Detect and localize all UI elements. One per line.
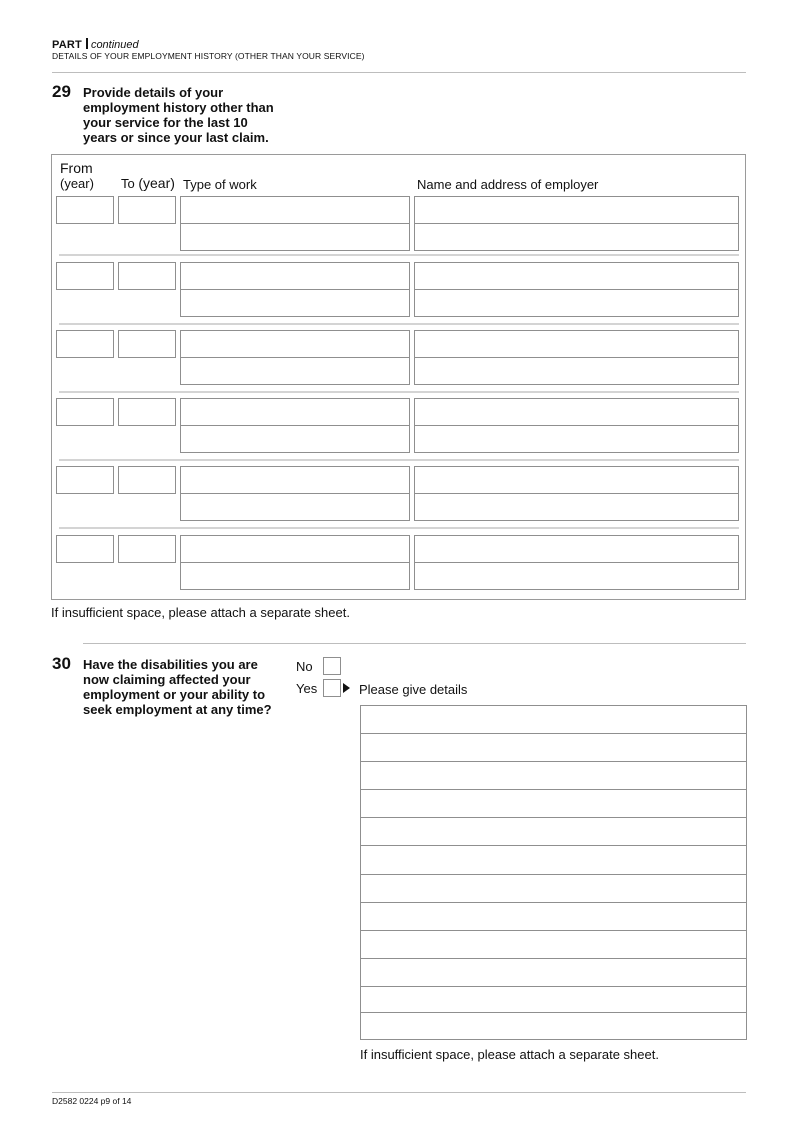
q30-insufficient-note: If insufficient space, please attach a separate sheet.	[360, 1047, 659, 1062]
employer-field[interactable]	[414, 535, 739, 563]
type-of-work-field[interactable]	[180, 357, 410, 385]
to-year-field[interactable]	[118, 535, 176, 563]
arrow-right-icon	[343, 683, 350, 693]
question-29-number: 29	[52, 82, 71, 101]
to-year-field[interactable]	[118, 330, 176, 358]
no-checkbox[interactable]	[323, 657, 341, 675]
details-line	[361, 789, 746, 790]
type-of-work-field[interactable]	[180, 289, 410, 317]
from-year-field[interactable]	[56, 398, 114, 426]
type-of-work-field[interactable]	[180, 262, 410, 290]
employer-field[interactable]	[414, 196, 739, 224]
type-of-work-field[interactable]	[180, 535, 410, 563]
question-29-text: Provide details of your employment history other than your service for the last 10 years or since your last claim.	[83, 85, 274, 145]
details-line	[361, 930, 746, 931]
question-30-text: Have the disabilities you are now claiming affected your employment or your ability to seek employment at any time?	[83, 657, 272, 717]
type-of-work-field[interactable]	[180, 223, 410, 251]
row-separator	[59, 459, 739, 461]
details-line	[361, 1012, 746, 1013]
part-continued: continued	[90, 39, 139, 51]
from-year-field[interactable]	[56, 535, 114, 563]
to-year-field[interactable]	[118, 466, 176, 494]
details-line	[361, 761, 746, 762]
details-textarea[interactable]	[360, 705, 747, 1040]
from-year-field[interactable]	[56, 196, 114, 224]
type-of-work-field[interactable]	[180, 562, 410, 590]
col-to	[121, 176, 175, 191]
employer-field[interactable]	[414, 330, 739, 358]
employer-field[interactable]	[414, 262, 739, 290]
details-line	[361, 845, 746, 846]
details-line	[361, 874, 746, 875]
employer-field[interactable]	[414, 357, 739, 385]
employer-field[interactable]	[414, 466, 739, 494]
col-employer: Name and address of employer	[417, 177, 599, 192]
details-line	[361, 986, 746, 987]
yes-label: Yes	[296, 681, 318, 696]
type-of-work-field[interactable]	[180, 330, 410, 358]
employer-field[interactable]	[414, 398, 739, 426]
type-of-work-field[interactable]	[180, 398, 410, 426]
part-divider	[86, 38, 88, 49]
col-from-year: (year)	[60, 176, 94, 191]
employer-field[interactable]	[414, 562, 739, 590]
from-year-field[interactable]	[56, 262, 114, 290]
part-header	[52, 38, 139, 51]
details-label: Please give details	[359, 682, 468, 697]
employer-field[interactable]	[414, 493, 739, 521]
col-from-label: From	[60, 160, 93, 176]
row-separator	[59, 323, 739, 325]
header-rule	[52, 72, 746, 73]
row-separator	[59, 527, 739, 529]
yes-checkbox[interactable]	[323, 679, 341, 697]
employer-field[interactable]	[414, 289, 739, 317]
q30-top-rule	[83, 643, 746, 644]
section-subtitle: DETAILS OF YOUR EMPLOYMENT HISTORY (OTHER THAN YOUR SERVICE)	[52, 51, 365, 61]
employer-field[interactable]	[414, 425, 739, 453]
to-year-field[interactable]	[118, 398, 176, 426]
part-label: PART	[52, 39, 82, 51]
col-from	[60, 161, 94, 191]
footer-rule	[52, 1092, 746, 1093]
row-separator	[59, 254, 739, 256]
question-30-number: 30	[52, 654, 71, 673]
employer-field[interactable]	[414, 223, 739, 251]
from-year-field[interactable]	[56, 330, 114, 358]
from-year-field[interactable]	[56, 466, 114, 494]
details-line	[361, 958, 746, 959]
type-of-work-field[interactable]	[180, 425, 410, 453]
q29-insufficient-note: If insufficient space, please attach a separate sheet.	[51, 605, 350, 620]
no-label: No	[296, 659, 313, 674]
details-line	[361, 817, 746, 818]
to-year-field[interactable]	[118, 262, 176, 290]
col-type-of-work: Type of work	[183, 177, 257, 192]
details-line	[361, 902, 746, 903]
col-to-label: To	[121, 176, 135, 191]
details-line	[361, 733, 746, 734]
to-year-field[interactable]	[118, 196, 176, 224]
col-to-year: (year)	[138, 175, 175, 191]
type-of-work-field[interactable]	[180, 196, 410, 224]
footer-code: D2582 0224 p9 of 14	[52, 1096, 132, 1106]
row-separator	[59, 391, 739, 393]
type-of-work-field[interactable]	[180, 493, 410, 521]
type-of-work-field[interactable]	[180, 466, 410, 494]
